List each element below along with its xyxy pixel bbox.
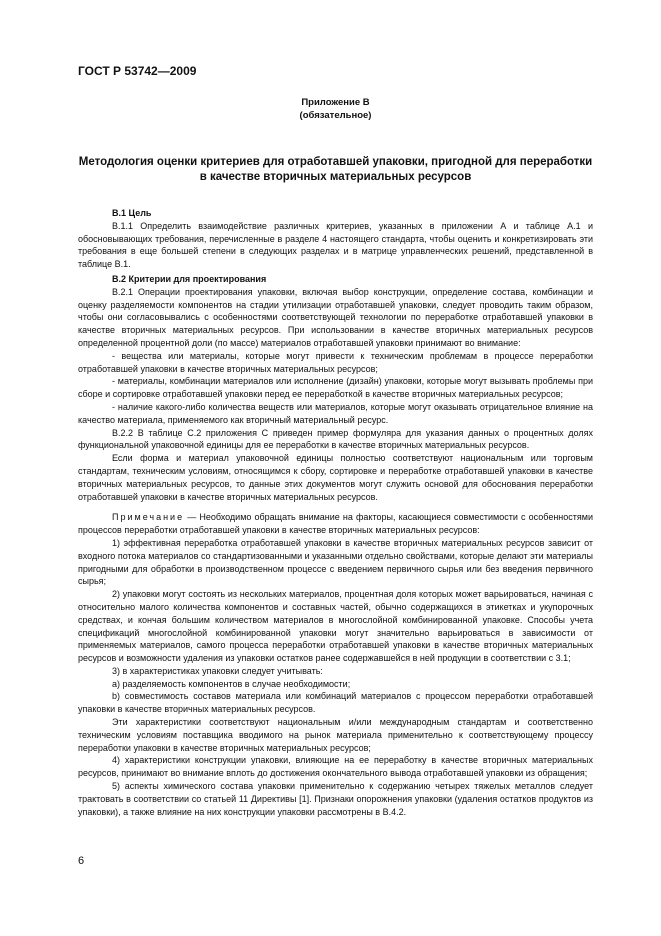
paragraph-b22: В.2.2 В таблице С.2 приложения С приведен пример формуляра для указания данных о процентных долях функциональной упаковочной единицы для ее переработки в качестве вторичных материальных ресурсов. xyxy=(78,427,593,451)
note-item-3-continuation: Эти характеристики соответствуют национальным и/или международным стандартам и соответственно техническим условиям поставщика вводимого на рынок материала применительно к соответствующему процессу переработки упаковки в качестве вторичных материальных ресурсов; xyxy=(78,717,593,753)
document-body xyxy=(78,205,593,818)
appendix-label: Приложение В xyxy=(301,97,370,108)
note-label: Примечание xyxy=(112,512,185,523)
title-line-1: Методология оценки критериев для отработавшей упаковки, пригодной для переработки xyxy=(78,156,593,168)
appendix-status: (обязательное) xyxy=(299,110,372,121)
title-line-2: в качестве вторичных материальных ресурсов xyxy=(199,171,472,183)
document-id-header: ГОСТ Р 53742—2009 xyxy=(78,64,197,78)
bullet-item: - материалы, комбинации материалов или исполнение (дизайн) упаковки, которые могут вызывать проблемы при сборе и сортировке отработавшей упаковки перед ее переработкой в качестве вторичных материальных ресурсов; xyxy=(78,376,593,400)
appendix-title xyxy=(78,155,593,185)
note-item-3b: b) совместимость составов материала или комбинаций материалов с процессом переработки отработавшей упаковки в качестве вторичных материальных ресурсов. xyxy=(78,691,593,715)
note-paragraph xyxy=(78,511,593,537)
note-item-1: 1) эффективная переработка отработавшей упаковки в качестве вторичных материальных ресурсов зависит от входного потока материалов со стандартизованными и указанными отдельно свойствами, которые делают эти материалы пригодными для обработки в производственном процессе с введением первичного сырья или без введения первичного сырья; xyxy=(78,537,593,587)
paragraph-b11: В.1.1 Определить взаимодействие различных критериев, указанных в приложении А и таблице А.1 и обосновывающих требования, перечисленные в разделе 4 настоящего стандарта, чтобы оценить и конкретизировать эти требования в еще большей степени в следующих разделах и в матрице управленческих решений, представленной в таблице В.1. xyxy=(78,220,593,270)
paragraph-b21: В.2.1 Операции проектирования упаковки, включая выбор конструкции, определение состава, комбинации и оценку разделяемости компонентов на стадии утилизации отработавшей упаковки, следует проводить таким образом, чтобы они согласовывались с особенностями соответствующей технологии по переработке отработавшей упаковки в качестве вторичных материальных ресурсов. При использовании в качестве вторичных материальных ресурсов определенной процентной доли (по массе) материалов отработавшей упаковки принимают во внимание: xyxy=(78,286,593,348)
page-number: 6 xyxy=(78,855,85,867)
paragraph-form: Если форма и материал упаковочной единицы полностью соответствуют национальным или торговым стандартам, техническим условиям, относящимся к сбору, сортировке и переработке отработавшей упаковки в качестве вторичных материальных ресурсов, то данные этих документов могут служить основой для обоснования переработки отработавшей упаковки в качестве вторичных материальных ресурсов. xyxy=(78,453,593,502)
bullet-item: - наличие какого-либо количества веществ или материалов, которые могут оказывать отрицательное влияние на качество материала, применяемого как вторичный материальный ресурс. xyxy=(78,401,593,425)
note-item-5: 5) аспекты химического состава упаковки применительно к содержанию четырех тяжелых металлов следует трактовать в соответствии со статьей 11 Директивы [1]. Признаки опорожнения упаковки (удаления остатков продуктов из упаковки), а также влияние на них конструкции упаковки рассмотрены в В.4.2. xyxy=(78,781,593,817)
note-text: — Необходимо обращать внимание на факторы, касающиеся совместимости с особенностями процессов переработки отработавшей упаковки в качестве вторичных материальных ресурсов: xyxy=(78,512,593,536)
note-item-2: 2) упаковки могут состоять из нескольких материалов, процентная доля которых может варьироваться, начиная с относительно малого количества компонентов и составных частей, обычно содержащихся в этикетках и укупорочных средствах, и кончая большим количеством материалов в многослойной комбинированной упаковке. Способы учета спецификаций многослойной комбинированной упаковки могут значительно варьироваться в зависимости от применяемых материалов, самого процесса переработки отработавшей упаковки в качестве вторичных материальных ресурсов и возможности удаления из упаковки остатков ранее содержавшейся в ней продукции в соответствии с 3.1; xyxy=(78,589,593,664)
note-item-3a: а) разделяемость компонентов в случае необходимости; xyxy=(112,678,351,689)
appendix-heading xyxy=(78,96,593,122)
bullet-item: - вещества или материалы, которые могут привести к техническим проблемам в процессе переработки отработавшей упаковки в качестве вторичных материальных ресурсов; xyxy=(78,350,593,374)
note-item-4: 4) характеристики конструкции упаковки, влияющие на ее переработку в качестве вторичных материальных ресурсов, принимают во внимание вплоть до достижения окончательного вывода отработавшей упаковки из обращения; xyxy=(78,755,593,779)
section-b1-heading: В.1 Цель xyxy=(112,208,152,218)
section-b2-heading: В.2 Критерии для проектирования xyxy=(112,273,267,284)
note-item-3: 3) в характеристиках упаковки следует учитывать: xyxy=(112,665,323,676)
